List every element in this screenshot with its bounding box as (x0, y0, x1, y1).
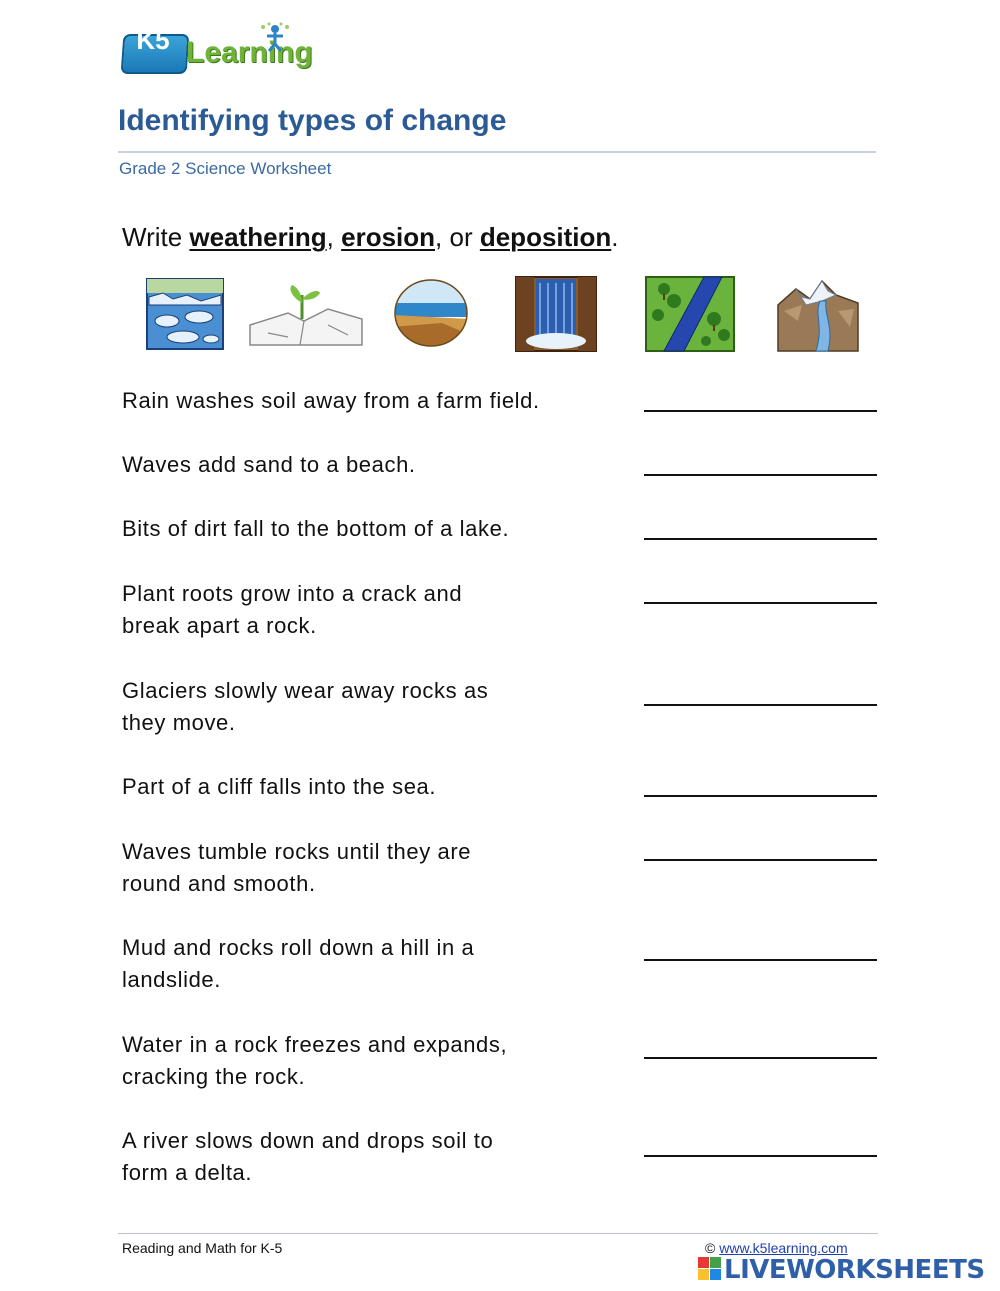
instruction-sep1: , (326, 222, 342, 252)
footer-tagline: Reading and Math for K-5 (122, 1240, 283, 1256)
question-6 (122, 771, 632, 803)
instruction (122, 222, 619, 253)
question-7 (122, 836, 632, 900)
plant-in-rock-icon (248, 275, 364, 353)
liveworksheets-text: LIVEWORKSHEETS (724, 1255, 985, 1285)
word-deposition: deposition (479, 222, 612, 252)
question-5 (122, 675, 632, 739)
word-weathering: weathering (189, 222, 327, 252)
question-9 (122, 1029, 632, 1093)
question-4 (122, 578, 632, 642)
question-10-line1: A river slows down and drops soil to (122, 1128, 494, 1153)
question-4-line1: Plant roots grow into a crack and (122, 581, 463, 606)
liveworksheets-logo-icon (698, 1257, 722, 1281)
question-1 (122, 385, 632, 417)
question-7-line1: Waves tumble rocks until they are (122, 839, 472, 864)
logo-word: Learning (186, 36, 313, 69)
answer-blank-8[interactable] (644, 959, 877, 961)
question-7-line2: round and smooth. (122, 871, 316, 896)
answer-blank-10[interactable] (644, 1155, 877, 1157)
question-10-line2: form a delta. (122, 1160, 253, 1185)
question-6-line1: Part of a cliff falls into the sea. (122, 774, 437, 799)
question-5-line2: they move. (122, 710, 236, 735)
page-title: Identifying types of change (118, 104, 507, 137)
glacier-icon (143, 275, 227, 353)
answer-blank-7[interactable] (644, 859, 877, 861)
question-9-line1: Water in a rock freezes and expands, (122, 1032, 508, 1057)
mountain-stream-icon (776, 275, 860, 353)
question-5-line1: Glaciers slowly wear away rocks as (122, 678, 489, 703)
logo-figure-icon (255, 22, 295, 52)
answer-blank-6[interactable] (644, 795, 877, 797)
lake-icon (392, 275, 470, 353)
liveworksheets-watermark (698, 1255, 998, 1285)
answer-blank-3[interactable] (644, 538, 877, 540)
answer-blank-5[interactable] (644, 704, 877, 706)
question-2 (122, 449, 632, 481)
answer-blank-4[interactable] (644, 602, 877, 604)
footer-divider (118, 1233, 878, 1234)
footer-copyright (705, 1240, 848, 1256)
page-subtitle: Grade 2 Science Worksheet (119, 159, 332, 178)
k5learning-link[interactable]: www.k5learning.com (719, 1240, 848, 1256)
question-8-line1: Mud and rocks roll down a hill in a (122, 935, 475, 960)
question-2-line1: Waves add sand to a beach. (122, 452, 416, 477)
question-1-line1: Rain washes soil away from a farm field. (122, 388, 540, 413)
copyright-symbol: © (705, 1240, 720, 1256)
question-8 (122, 932, 632, 996)
instruction-prefix: Write (122, 222, 190, 252)
waterfall-icon (514, 275, 598, 353)
question-9-line2: cracking the rock. (122, 1064, 306, 1089)
river-icon (644, 275, 736, 353)
answer-blank-9[interactable] (644, 1057, 877, 1059)
k5-learning-logo (122, 22, 332, 74)
question-3-line1: Bits of dirt fall to the bottom of a lake. (122, 516, 510, 541)
answer-blank-1[interactable] (644, 410, 877, 412)
word-erosion: erosion (341, 222, 436, 252)
question-4-line2: break apart a rock. (122, 613, 317, 638)
instruction-sep2: , or (435, 222, 480, 252)
question-10 (122, 1125, 632, 1189)
logo-badge-text: K5 (136, 25, 170, 55)
question-3 (122, 513, 632, 545)
instruction-suffix: . (611, 222, 619, 252)
answer-blank-2[interactable] (644, 474, 877, 476)
title-divider (118, 151, 876, 153)
question-8-line2: landslide. (122, 967, 221, 992)
